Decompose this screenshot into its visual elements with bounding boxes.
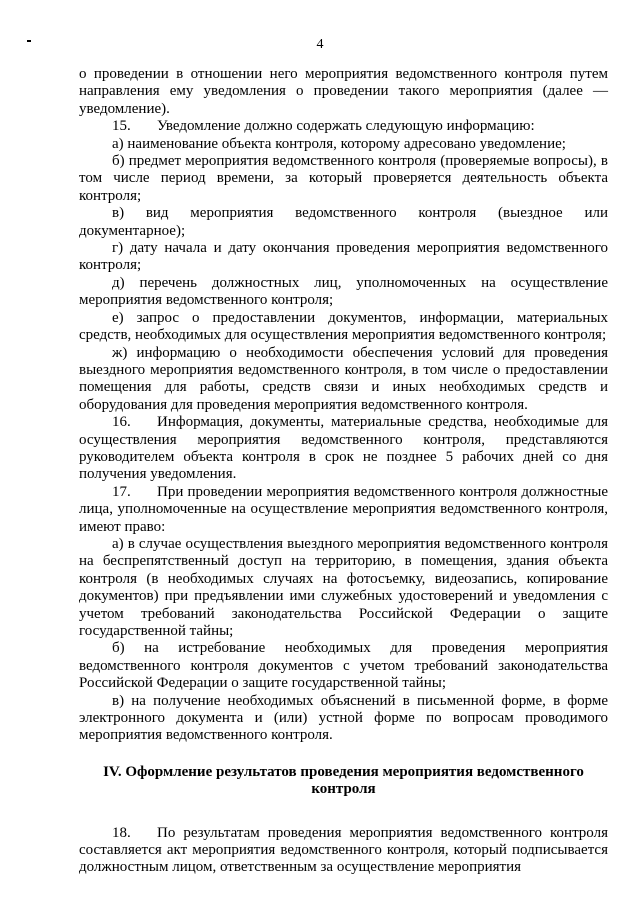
paragraph-p15	[79, 118, 608, 135]
paragraph-text: По результатам проведения мероприятия ведомственного контроля составляется акт мероприятия ведомственного контроля, который подписывается должностным лицом, ответственным за осуществление мероприятия	[79, 824, 608, 876]
paragraph-p17	[79, 484, 608, 536]
paragraphs-top	[79, 66, 608, 745]
paragraph-p16	[79, 414, 608, 484]
paragraph-pb: б) предмет мероприятия ведомственного контроля (проверяемые вопросы), в том числе период времени, за который проверяется деятельность объекта контроля;	[79, 153, 608, 204]
paragraph-p17a: а) в случае осуществления выездного мероприятия ведомственного контроля на беспрепятственный доступ на территорию, в помещения, здания объекта контроля (в необходимых случаях на фотосъемку, видеозапись, копирование документов) при предъявлении ими служебных удостоверений и уведомления с учетом требований законодательства Российской Федерации о защите государственной тайны;	[79, 535, 608, 639]
section-heading: IV. Оформление результатов проведения мероприятия ведомственного контроля	[103, 763, 584, 798]
paragraph-number: 16.	[112, 414, 131, 431]
paragraph-number: 15.	[112, 118, 131, 135]
paragraph-text: Информация, документы, материальные средства, необходимые для осуществления мероприятия ведомственного контроля, представляются руководителем объекта контроля в срок не позднее 5 рабочих дней со дня получения уведомления.	[79, 414, 608, 483]
paragraph-number: 17.	[112, 483, 131, 500]
paragraph-pa: а) наименование объекта контроля, которому адресовано уведомление;	[112, 135, 566, 152]
paragraph-text: Уведомление должно содержать следующую информацию:	[157, 118, 535, 135]
paragraph-p0: о проведении в отношении него мероприятия ведомственного контроля путем направления ему уведомления о проведении такого мероприятия (далее — уведомление).	[79, 66, 608, 117]
paragraph-p17v: в) на получение необходимых объяснений в письменной форме, в форме электронного документа и (или) устной форме по вопросам проводимого мероприятия ведомственного контроля.	[79, 692, 608, 744]
paragraph-pg: г) дату начала и дату окончания проведения мероприятия ведомственного контроля;	[79, 240, 608, 274]
paragraph-pzh: ж) информацию о необходимости обеспечения условий для проведения выездного мероприятия ведомственного контроля, в том числе о предоставлении помещения для работы, средств связи и иных необходимых средств и оборудования для проведения мероприятия ведомственного контроля.	[79, 344, 608, 413]
paragraph-number: 18.	[112, 824, 131, 841]
paragraphs-bottom	[79, 825, 608, 877]
paragraph-pe: е) запрос о предоставлении документов, информации, материальных средств, необходимых для осуществления мероприятия ведомственного контроля;	[79, 309, 608, 344]
paragraph-pv: в) вид мероприятия ведомственного контроля (выездное или документарное);	[79, 205, 608, 239]
document-body	[79, 66, 608, 877]
page-number: 4	[316, 37, 324, 52]
heading-gap	[79, 799, 608, 825]
paragraph-pd: д) перечень должностных лиц, уполномоченных на осуществление мероприятия ведомственного контроля;	[79, 274, 608, 309]
paragraph-text: При проведении мероприятия ведомственного контроля должностные лица, уполномоченные на осуществление мероприятия ведомственного контроля, имеют право:	[79, 483, 608, 535]
paragraph-p18	[79, 825, 608, 877]
paragraph-p17b: б) на истребование необходимых для проведения мероприятия ведомственного контроля документов с учетом требований законодательства Российской Федерации о защите государственной тайны;	[79, 640, 608, 692]
